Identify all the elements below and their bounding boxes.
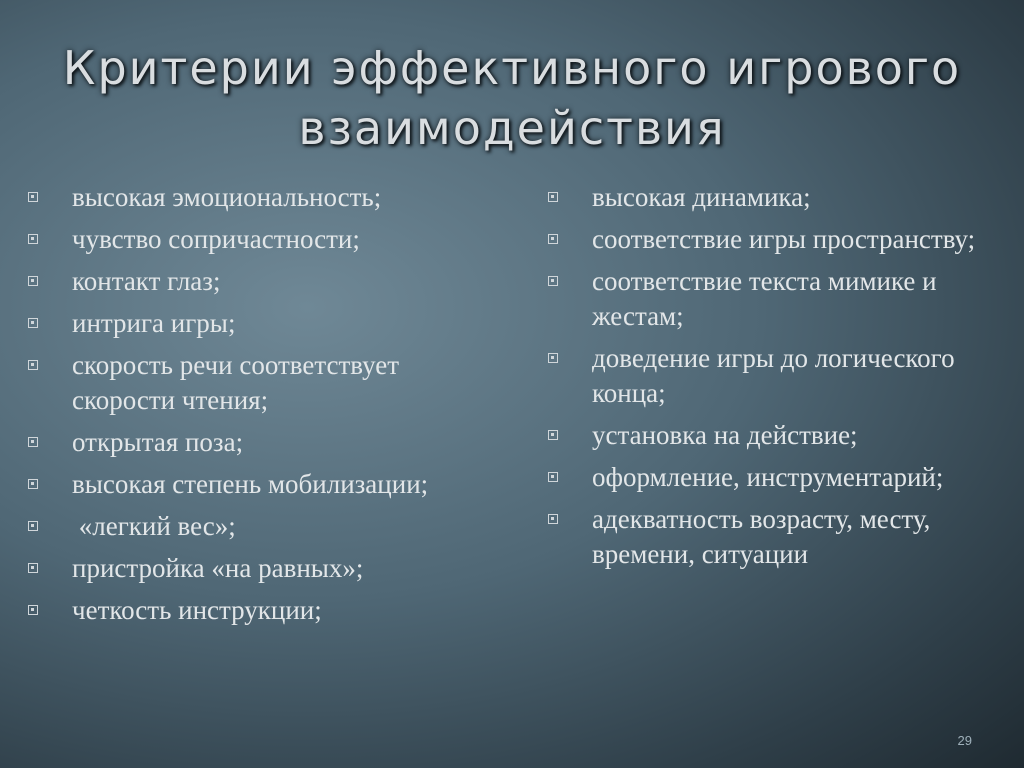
- list-item: [28, 306, 508, 341]
- list-item: [28, 264, 508, 299]
- list-item: [548, 418, 1018, 453]
- list-item-text: высокая эмоциональность;: [72, 182, 382, 212]
- square-bullet-icon: [28, 276, 38, 286]
- square-bullet-icon: [28, 563, 38, 573]
- list-item-text: соответствие игры пространству;: [592, 224, 976, 254]
- list-item: [28, 180, 508, 215]
- square-bullet-icon: [28, 192, 38, 202]
- list-item: [28, 348, 508, 418]
- square-bullet-icon: [28, 234, 38, 244]
- list-item-text: пристройка «на равных»;: [72, 553, 364, 583]
- list-item: [548, 222, 1018, 257]
- list-item-text: соответствие текста мимике и жестам;: [592, 266, 937, 331]
- list-item: [548, 264, 1018, 334]
- list-item: [28, 467, 508, 502]
- square-bullet-icon: [548, 192, 558, 202]
- slide-title: [0, 38, 1024, 158]
- square-bullet-icon: [28, 479, 38, 489]
- square-bullet-icon: [548, 514, 558, 524]
- square-bullet-icon: [28, 360, 38, 370]
- list-item: [28, 425, 508, 460]
- square-bullet-icon: [548, 234, 558, 244]
- list-item-text: установка на действие;: [592, 420, 858, 450]
- list-item-text: оформление, инструментарий;: [592, 462, 944, 492]
- list-item: [548, 502, 1018, 572]
- list-item-text: высокая степень мобилизации;: [72, 469, 429, 499]
- list-item: [28, 222, 508, 257]
- list-item: [548, 460, 1018, 495]
- left-criteria-column: [28, 180, 508, 635]
- list-item-text: интрига игры;: [72, 308, 236, 338]
- list-item-text: «легкий вес»;: [72, 511, 236, 541]
- list-item-text: четкость инструкции;: [72, 595, 322, 625]
- list-item-text: адекватность возрасту, месту, времени, ситуации: [592, 504, 931, 569]
- square-bullet-icon: [28, 521, 38, 531]
- title-line-1: Критерии эффективного игрового: [62, 41, 962, 95]
- list-item-text: высокая динамика;: [592, 182, 811, 212]
- slide-number: 29: [957, 733, 972, 748]
- title-line-2: взаимодействия: [298, 101, 726, 155]
- list-item: [28, 593, 508, 628]
- right-criteria-list: [548, 180, 1018, 572]
- list-item-text: открытая поза;: [72, 427, 244, 457]
- square-bullet-icon: [28, 437, 38, 447]
- square-bullet-icon: [548, 353, 558, 363]
- left-criteria-list: [28, 180, 508, 628]
- square-bullet-icon: [548, 472, 558, 482]
- list-item-text: скорость речи соответствует скорости чтения;: [72, 350, 400, 415]
- square-bullet-icon: [28, 318, 38, 328]
- square-bullet-icon: [548, 276, 558, 286]
- list-item: [28, 551, 508, 586]
- list-item: [28, 509, 508, 544]
- list-item: [548, 341, 1018, 411]
- list-item-text: чувство сопричастности;: [72, 224, 360, 254]
- list-item: [548, 180, 1018, 215]
- list-item-text: контакт глаз;: [72, 266, 221, 296]
- square-bullet-icon: [28, 605, 38, 615]
- square-bullet-icon: [548, 430, 558, 440]
- list-item-text: доведение игры до логического конца;: [592, 343, 955, 408]
- right-criteria-column: [548, 180, 1018, 579]
